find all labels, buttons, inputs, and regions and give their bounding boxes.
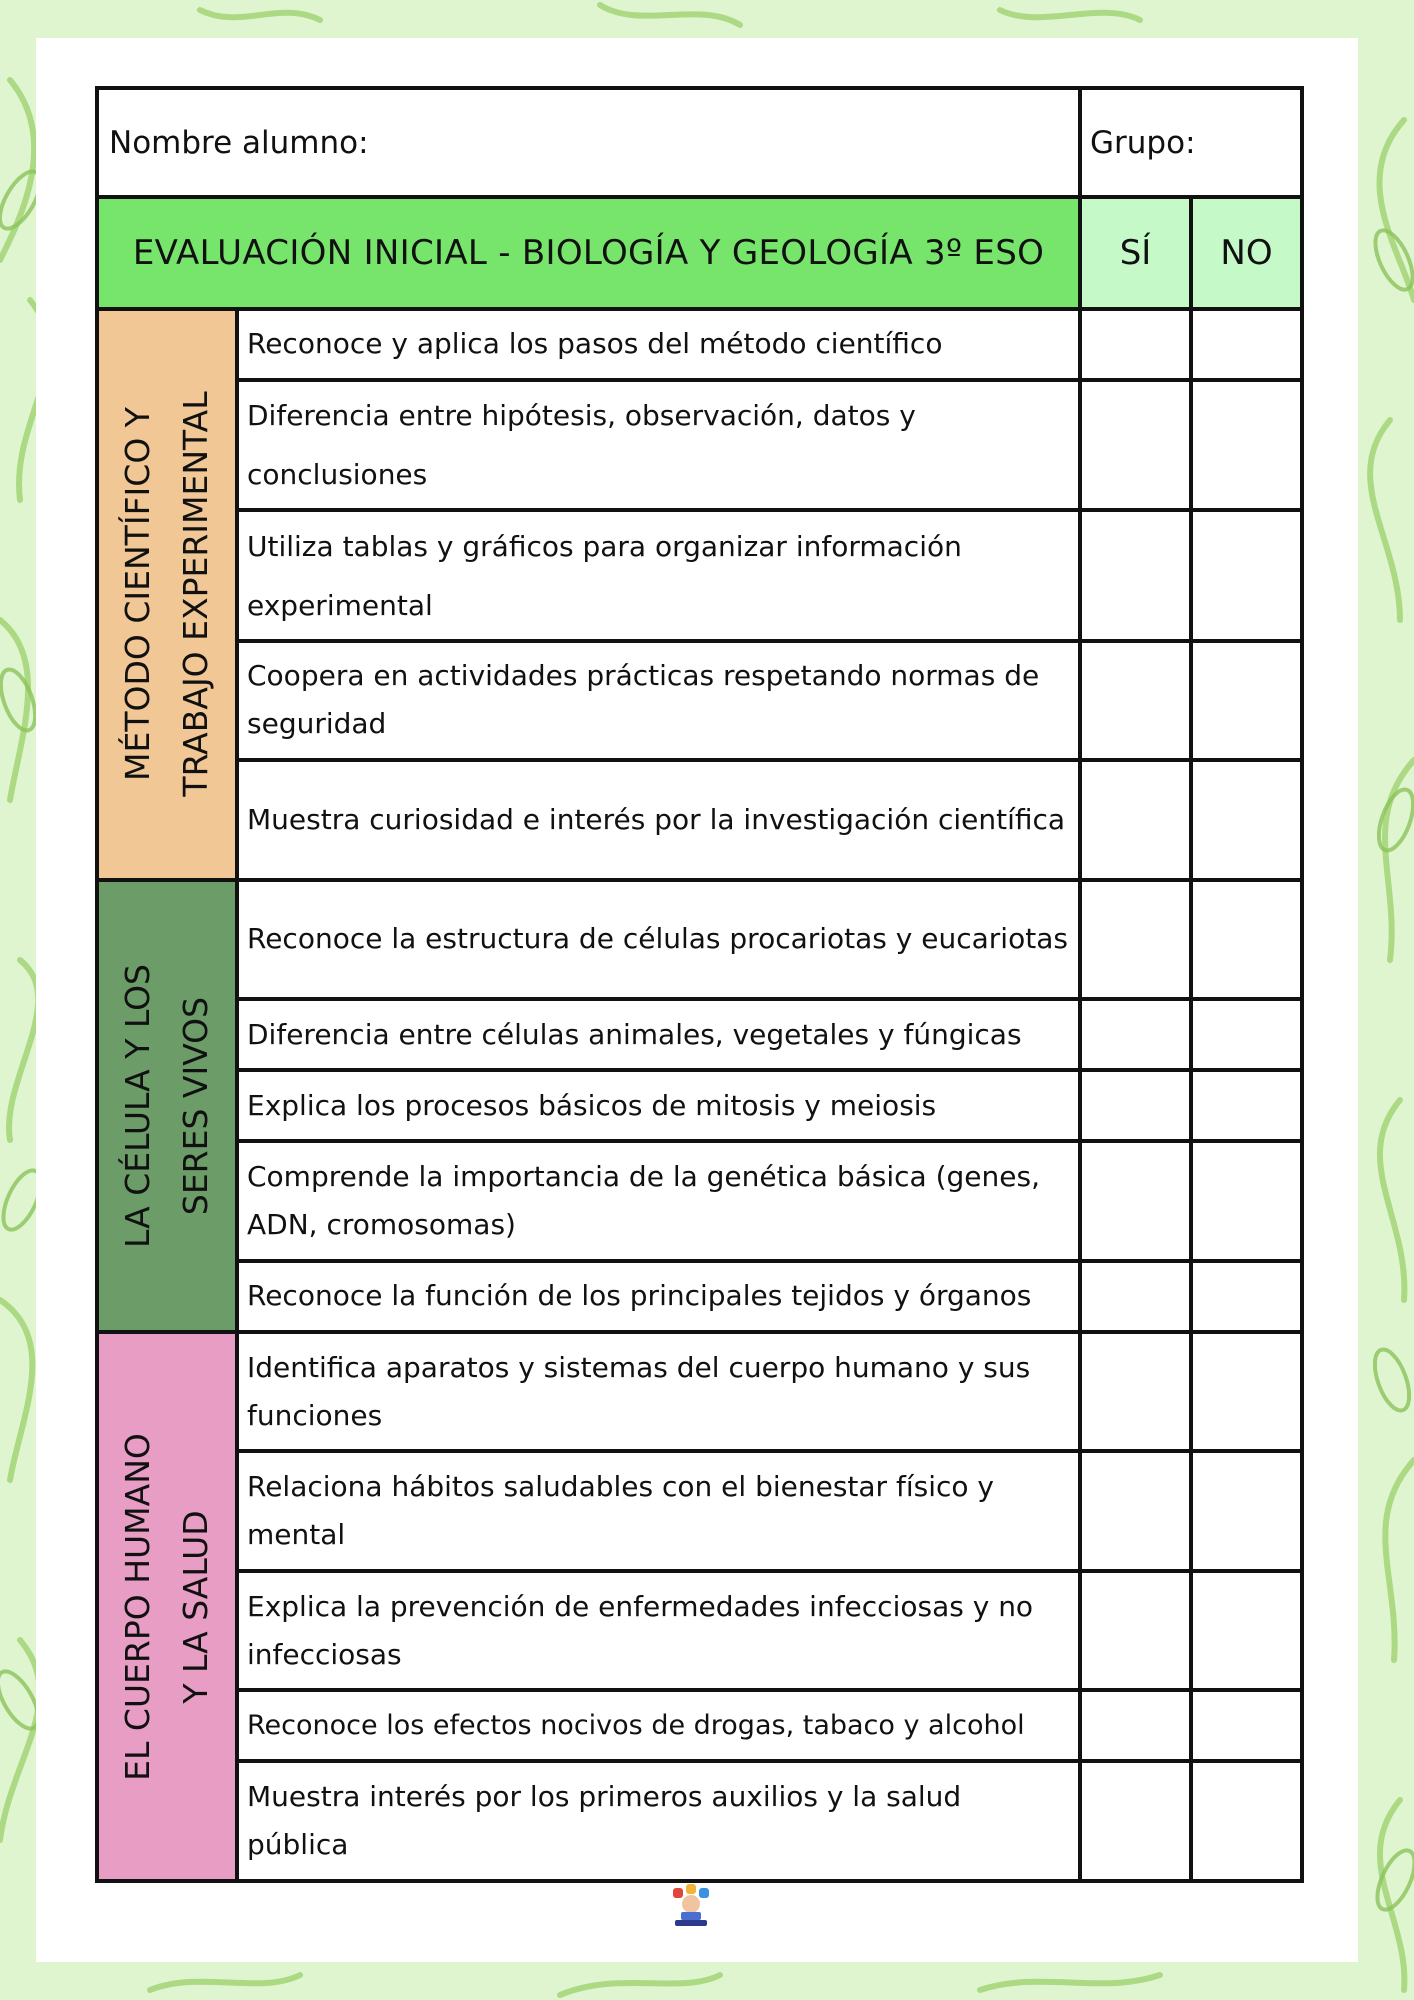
- no-checkbox-cell[interactable]: [1191, 1261, 1302, 1332]
- criterion-text: Reconoce la función de los principales tejidos y órganos: [237, 1261, 1080, 1332]
- no-checkbox-cell[interactable]: [1191, 1690, 1302, 1761]
- criterion-text: Diferencia entre hipótesis, observación, datos y conclusiones: [237, 380, 1080, 510]
- yes-checkbox-cell[interactable]: [1080, 999, 1191, 1070]
- table-row: [97, 1690, 1302, 1761]
- criterion-text: Reconoce los efectos nocivos de drogas, tabaco y alcohol: [237, 1690, 1080, 1761]
- section-cell-living-beings: [97, 880, 237, 1332]
- criterion-text: Muestra curiosidad e interés por la investigación científica: [237, 760, 1080, 879]
- yes-checkbox-cell[interactable]: [1080, 1571, 1191, 1690]
- no-checkbox-cell[interactable]: [1191, 1571, 1302, 1690]
- criterion-text: Coopera en actividades prácticas respetando normas de seguridad: [237, 641, 1080, 760]
- recursos-eso-logo-icon: [669, 1882, 713, 1928]
- yes-checkbox-cell[interactable]: [1080, 1451, 1191, 1570]
- table-row: [97, 1571, 1302, 1690]
- no-checkbox-cell[interactable]: [1191, 760, 1302, 879]
- yes-checkbox-cell[interactable]: [1080, 380, 1191, 510]
- no-checkbox-cell[interactable]: [1191, 1332, 1302, 1451]
- criterion-text: Explica los procesos básicos de mitosis y meiosis: [237, 1070, 1080, 1141]
- yes-checkbox-cell[interactable]: [1080, 1761, 1191, 1881]
- no-column-header: NO: [1191, 197, 1302, 308]
- table-row: [97, 510, 1302, 640]
- no-checkbox-cell[interactable]: [1191, 880, 1302, 999]
- criterion-text: Relaciona hábitos saludables con el bienestar físico y mental: [237, 1451, 1080, 1570]
- evaluation-title: EVALUACIÓN INICIAL - BIOLOGÍA Y GEOLOGÍA 3º ESO: [97, 197, 1080, 308]
- table-row: [97, 1141, 1302, 1260]
- table-row: [97, 1261, 1302, 1332]
- group-field[interactable]: [1080, 88, 1302, 197]
- group-label: Grupo:: [1090, 124, 1196, 161]
- no-checkbox-cell[interactable]: [1191, 510, 1302, 640]
- table-row: [97, 1332, 1302, 1451]
- no-checkbox-cell[interactable]: [1191, 1141, 1302, 1260]
- title-row: [97, 197, 1302, 308]
- evaluation-table: [95, 86, 1304, 1883]
- yes-checkbox-cell[interactable]: [1080, 760, 1191, 879]
- criterion-text: Identifica aparatos y sistemas del cuerpo humano y sus funciones: [237, 1332, 1080, 1451]
- no-checkbox-cell[interactable]: [1191, 641, 1302, 760]
- criterion-text: Utiliza tablas y gráficos para organizar información experimental: [237, 510, 1080, 640]
- criterion-text: Diferencia entre células animales, vegetales y fúngicas: [237, 999, 1080, 1070]
- yes-checkbox-cell[interactable]: [1080, 1261, 1191, 1332]
- student-name-label: Nombre alumno:: [109, 124, 369, 161]
- table-row: [97, 380, 1302, 510]
- student-name-field[interactable]: [97, 88, 1080, 197]
- yes-column-header: SÍ: [1080, 197, 1191, 308]
- table-row: [97, 999, 1302, 1070]
- yes-checkbox-cell[interactable]: [1080, 1070, 1191, 1141]
- table-row: [97, 1761, 1302, 1881]
- table-row: [97, 880, 1302, 999]
- section-label: EL CUERPO HUMANO Y LA SALUD: [118, 1432, 215, 1781]
- no-checkbox-cell[interactable]: [1191, 1451, 1302, 1570]
- yes-checkbox-cell[interactable]: [1080, 1690, 1191, 1761]
- section-cell-human-body: [97, 1332, 237, 1881]
- yes-checkbox-cell[interactable]: [1080, 1332, 1191, 1451]
- table-row: [97, 309, 1302, 380]
- table-row: [97, 760, 1302, 879]
- section-method-science: [97, 309, 237, 880]
- worksheet-page: [36, 38, 1358, 1962]
- criterion-text: Reconoce y aplica los pasos del método científico: [237, 309, 1080, 380]
- section-label: LA CÉLULA Y LOS SERES VIVOS: [118, 963, 215, 1248]
- table-row: [97, 1070, 1302, 1141]
- criterion-text: Explica la prevención de enfermedades infecciosas y no infecciosas: [237, 1571, 1080, 1690]
- no-checkbox-cell[interactable]: [1191, 1761, 1302, 1881]
- yes-checkbox-cell[interactable]: [1080, 641, 1191, 760]
- no-checkbox-cell[interactable]: [1191, 999, 1302, 1070]
- criterion-text: Reconoce la estructura de células procariotas y eucariotas: [237, 880, 1080, 999]
- yes-checkbox-cell[interactable]: [1080, 309, 1191, 380]
- yes-checkbox-cell[interactable]: [1080, 880, 1191, 999]
- student-header-row: [97, 88, 1302, 197]
- yes-checkbox-cell[interactable]: [1080, 510, 1191, 640]
- no-checkbox-cell[interactable]: [1191, 380, 1302, 510]
- criterion-text: Comprende la importancia de la genética básica (genes, ADN, cromosomas): [237, 1141, 1080, 1260]
- table-row: [97, 1451, 1302, 1570]
- no-checkbox-cell[interactable]: [1191, 309, 1302, 380]
- yes-checkbox-cell[interactable]: [1080, 1141, 1191, 1260]
- table-row: [97, 641, 1302, 760]
- criterion-text: Muestra interés por los primeros auxilios y la salud pública: [237, 1761, 1080, 1881]
- no-checkbox-cell[interactable]: [1191, 1070, 1302, 1141]
- section-label: MÉTODO CIENTÍFICO Y TRABAJO EXPERIMENTAL: [118, 391, 215, 797]
